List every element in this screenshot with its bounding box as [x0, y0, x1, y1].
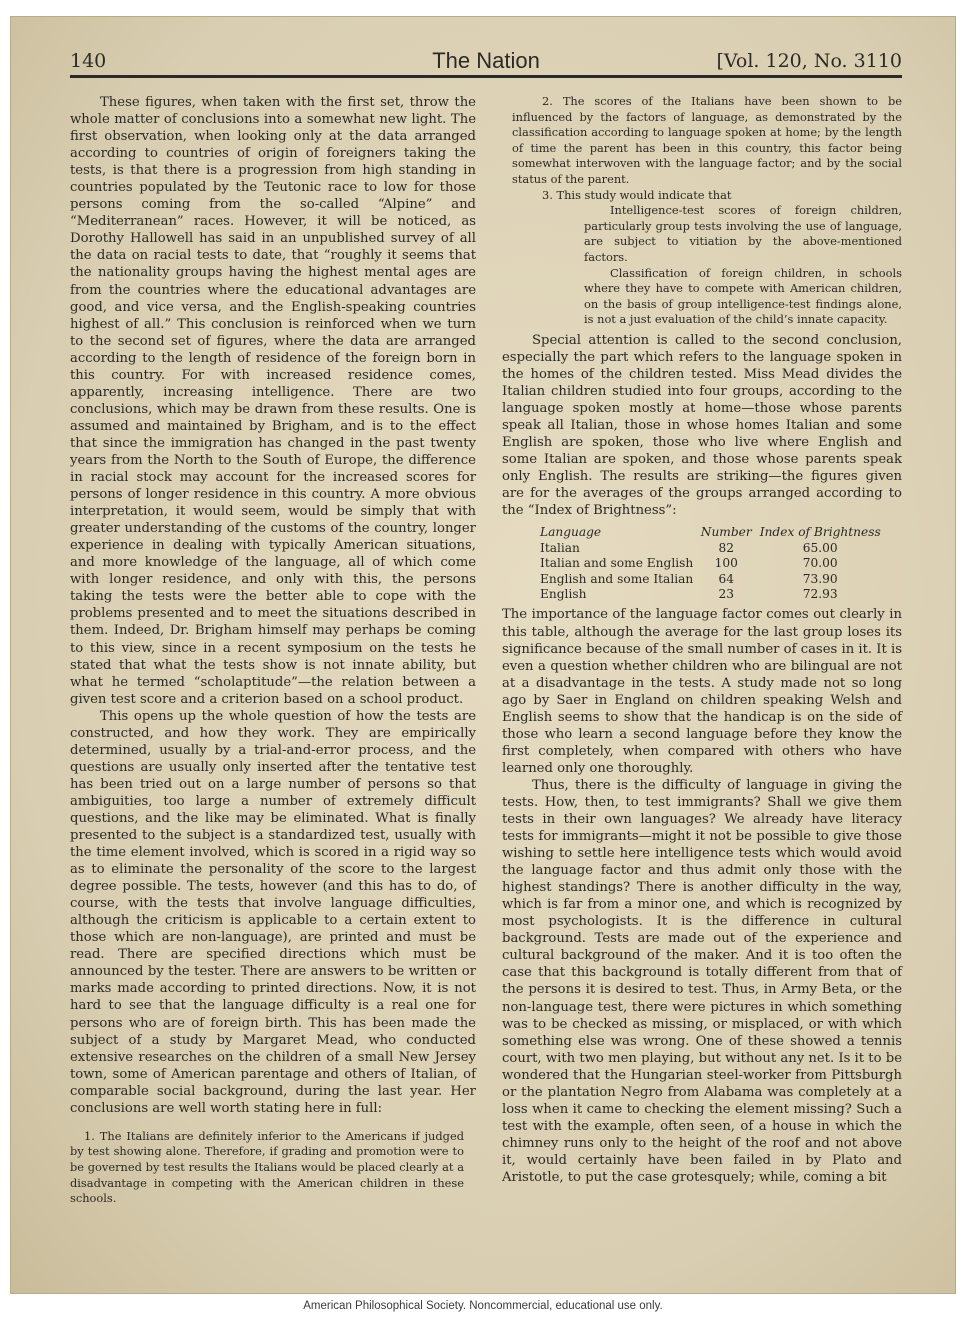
right-column	[502, 94, 902, 1186]
conclusion-1	[70, 1129, 464, 1207]
block-quote	[584, 203, 902, 328]
list-item: 2. The scores of the Italians have been shown to be influenced by the factors of language, as demonstrated by the classification according to language spoken at home; by the length of time the parent has been in this country, this factor being somewhat interwoven with the language factor; and by the social status of the parent.	[512, 94, 902, 186]
table-cell: 72.93	[802, 587, 838, 602]
table-cell: 64	[718, 571, 734, 586]
volume-number: [Vol. 120, No. 3110	[716, 50, 902, 72]
table-row	[540, 556, 887, 571]
table-cell: 70.00	[802, 556, 838, 571]
page-number: 140	[70, 50, 107, 72]
paragraph: These figures, when taken with the first set, throw the whole matter of conclusions into a somewhat new light. The first observation, when looking only at the data arranged according to countries of origin of foreigners taking the tests, is that there is a progression from high standing in countries populated by the Teutonic race to low for those persons coming from the so-called “Alpine” and “Mediterranean” races. However, it will be noticed, as Dorothy Hallowell has said in an unpublished survey of all the data on racial tests to date, that “roughly it seems that the nationality groups having the highest mental ages are from the countries where the educational advantages are good, and vice versa, and the English-speaking countries highest of all.” This conclusion is reinforced when we turn to the second set of figures, where the data are arranged according to the length of residence of the foreign born in this country. For with increased residence comes, apparently, increasing intelligence. There are two conclusions, which may be drawn from these results. One is assumed and maintained by Brigham, and is to the effect that since the immigration has changed in the past twenty years from the North to the South of Europe, the difference in racial stock may account for the increased scores for persons of longer residence in this country. A more obvious interpretation, it would seem, would be simply that with greater understanding of the customs of the country, longer experience in dealing with typically American situations, and more knowledge of the language, all of which come with longer residence, and only with this, the persons taking the tests were the better able to cope with the problems presented and to meet the situations described in them. Indeed, Dr. Brigham himself may perhaps be coming to this view, since in a recent symposium on the tests he stated that what the tests show is not innate ability, but what he termed “scholaptitude”—the relation between a given test score and a criterion based on a school product.	[70, 95, 476, 707]
table-row	[540, 541, 887, 556]
conclusions-continued	[512, 94, 902, 328]
left-column	[70, 94, 476, 1207]
paragraph: The importance of the language factor comes out clearly in this table, although the average for the last group loses its significance because of the small number of cases in it. It is even a question whether children who are bilingual are not at a disadvantage in the tests. A study made not so long ago by Saer in England on children speaking Welsh and English seems to show that the handicap is on the side of those who learn a second language before they know the first completely, when compared with others who have learned only one thoroughly.	[502, 607, 902, 776]
table-row	[540, 572, 887, 587]
table-header-row	[540, 525, 887, 540]
table-row	[540, 587, 887, 602]
quote-paragraph: Intelligence-test scores of foreign children, particularly group tests involving the use of language, are subject to vitiation by the above-mentioned factors.	[584, 203, 902, 264]
table-cell: Italian and some English	[540, 556, 694, 571]
paragraph: This opens up the whole question of how the tests are constructed, and how they work. They are empirically determined, usually by a trial-and-error process, and the questions are usually only inserted after the tentative test has been tried out on a large number of persons so that ambiguities, too large a number of extremely difficult questions, and the like may be eliminated. What is finally presented to the subject is a standardized test, usually with the time element involved, which is scored in a rigid way so as to eliminate the personality of the score to the largest degree possible. The tests, however (and this has to do, of course, with the tests that involve language difficulties, although the criticism is applicable to a certain extent to those which are non-language), are printed and must be read. There are specified directions which must be announced by the tester. There are answers to be written or marks made according to printed directions. Now, it is not hard to see that the language difficulty is a real one for persons who are of foreign birth. This has been made the subject of a study by Margaret Mead, who conducted extensive researches on the children of a small New Jersey town, some of American parentage and others of Italian, of comparable social background, during the last year. Her conclusions are well worth stating here in full:	[70, 708, 476, 1116]
table-cell: 82	[718, 540, 734, 555]
table-cell: 73.90	[802, 571, 838, 586]
table-cell: 100	[714, 556, 738, 571]
list-item: 3. This study would indicate that	[542, 187, 732, 202]
table-cell: English and some Italian	[540, 571, 694, 586]
quote-paragraph: Classification of foreign children, in schools where they have to compete with American children, on the basis of group intelligence-test findings alone, is not a just evaluation of the child’s innate capacity.	[584, 265, 902, 327]
publication-title: The Nation	[432, 48, 540, 73]
paragraph: Thus, there is the difficulty of language in giving the tests. How, then, to test immigrants? Shall we give them tests in their own languages? We already have literacy tests for immigrants—might it not be possible to give those wishing to settle here intelligence tests which would avoid the language factor and thus admit only those with the highest standings? There is another difficulty in the way, which is far from a minor one, and which is recognized by most psychologists. It is the difference in cultural background. Tests are made out of the experience and cultural background of the maker. And it is too often the case that this background is totally different from that of the persons it is desired to test. Thus, in Army Beta, or the non-language test, there were pictures in which something was to be checked as missing, or misplaced, or with which something else was wrong. One of these showed a tennis court, with two men playing, but without any net. Is it to be wondered that the Hungarian steel-worker from Pittsburgh or the plantation Negro from Alabama was completely at a loss when it came to checking the element missing? Such a test with the example, often seen, of a house in which the chimney runs only to the height of the roof and not above it, would certainly have been failed in by Plato and Aristotle, to put the case grotesquely; while, coming a bit	[502, 777, 902, 1185]
table-cell: 65.00	[802, 540, 838, 555]
table-cell: 23	[718, 587, 734, 602]
archive-credit: American Philosophical Society. Noncommercial, educational use only.	[303, 1300, 663, 1312]
table-cell: English	[540, 587, 587, 602]
list-item: 1. The Italians are definitely inferior to the Americans if judged by test showing alone. Therefore, if grading and promotion were to be governed by test results the Italians would be placed clearly at a disadvantage in competing with the American children in these schools.	[70, 1128, 464, 1206]
brightness-table	[540, 525, 887, 602]
table-cell: Italian	[540, 540, 580, 555]
header-rule	[70, 75, 902, 78]
paragraph: Special attention is called to the second conclusion, especially the part which refers to the language spoken in the homes of the children tested. Miss Mead divides the Italian children studied into four groups, according to the language spoken mostly at home—those whose parents speak all Italian, those in whose homes Italian and some English are spoken, those who live where English and some Italian are spoken, and those whose parents speak only English. The results are striking—the figures given are for the averages of the groups arranged according to the “Index of Brightness”:	[502, 332, 902, 519]
column-header: Number	[700, 525, 752, 540]
column-header: Index of Brightness	[759, 525, 881, 540]
column-header: Language	[540, 525, 602, 540]
page-header	[70, 48, 902, 76]
